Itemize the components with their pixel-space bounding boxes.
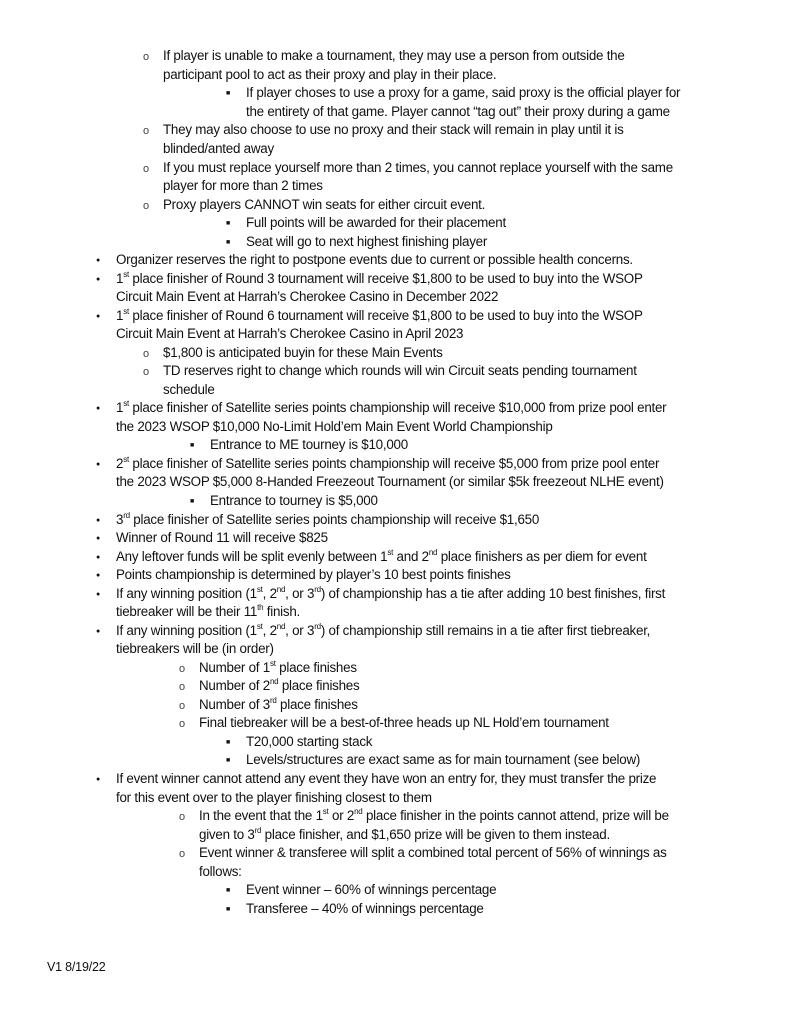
list-item-text: If any winning position (1st, 2nd, or 3rd) of championship still remains in a tie after first tiebreaker, (116, 621, 651, 638)
bullet-disc-icon (96, 770, 100, 791)
bullet-circle-icon (179, 844, 185, 863)
list-item-text: Levels/structures are exact same as for main tournament (see below) (246, 752, 641, 767)
bullet-square-icon (190, 492, 194, 513)
list-item-continuation: the 2023 WSOP $10,000 No-Limit Hold’em Main Event World Championship (116, 419, 553, 434)
list-item-text: They may also choose to use no proxy and their stack will remain in play until it is (163, 122, 624, 137)
list-item-text: 1st place finisher of Round 6 tournament will receive $1,800 to be used to buy into the WSOP (116, 306, 643, 323)
ordinal-suffix: st (123, 454, 129, 464)
bullet-disc-icon (96, 455, 100, 476)
bullet-circle-icon (179, 696, 185, 715)
list-item-continuation: blinded/anted away (163, 141, 274, 156)
list-item-text: Organizer reserves the right to postpone events due to current or possible health concerns. (116, 252, 633, 267)
bullet-disc-icon (96, 622, 100, 643)
list-item-continuation: the 2023 WSOP $5,000 8-Handed Freezeout Tournament (or similar $5k freezeout NLHE event) (116, 474, 664, 489)
bullet-square-icon (190, 436, 194, 457)
bullet-disc-icon (96, 566, 100, 587)
list-item-continuation: the entirety of that game. Player cannot “tag out” their proxy during a game (246, 104, 670, 119)
list-item-continuation: given to 3rd place finisher, and $1,650 prize will be given to them instead. (199, 825, 610, 842)
ordinal-suffix: nd (276, 584, 286, 594)
bullet-square-icon (226, 84, 230, 105)
list-item-text: In the event that the 1st or 2nd place finisher in the points cannot attend, prize will be (199, 806, 669, 823)
list-item-text: 1st place finisher of Round 3 tournament will receive $1,800 to be used to buy into the WSOP (116, 269, 643, 286)
bullet-disc-icon (96, 585, 100, 606)
list-item-text: T20,000 starting stack (246, 734, 373, 749)
list-item-text: Number of 2nd place finishes (199, 676, 360, 693)
bullet-disc-icon (96, 251, 100, 272)
list-item-text: Number of 1st place finishes (199, 658, 357, 675)
ordinal-suffix: nd (354, 806, 363, 816)
ordinal-suffix: rd (254, 825, 262, 835)
ordinal-suffix: nd (428, 547, 438, 557)
list-item-text: Final tiebreaker will be a best-of-three heads up NL Hold’em tournament (199, 715, 609, 730)
bullet-circle-icon (143, 362, 149, 381)
list-item-text: Event winner – 60% of winnings percentage (246, 882, 497, 897)
bullet-disc-icon (96, 270, 100, 291)
list-item-text: If any winning position (1st, 2nd, or 3rd) of championship has a tie after adding 10 best finishes, first (116, 584, 666, 601)
bullet-circle-icon (143, 47, 149, 66)
bullet-circle-icon (179, 677, 185, 696)
ordinal-suffix: nd (269, 676, 279, 686)
list-item-text: If you must replace yourself more than 2 times, you cannot replace yourself with the same (163, 160, 673, 175)
list-item-continuation: schedule (163, 382, 215, 397)
bullet-circle-icon (179, 807, 185, 826)
ordinal-suffix: st (123, 306, 129, 316)
list-item-text: Points championship is determined by player’s 10 best points finishes (116, 567, 511, 582)
bullet-disc-icon (96, 529, 100, 550)
list-item-text: Entrance to ME tourney is $10,000 (210, 437, 408, 452)
bullet-circle-icon (179, 659, 185, 678)
list-item-text: Entrance to tourney is $5,000 (210, 493, 378, 508)
list-item-text: Event winner & transferee will split a combined total percent of 56% of winnings as (199, 845, 667, 860)
list-item-text: If player choses to use a proxy for a game, said proxy is the official player for (246, 85, 681, 100)
bullet-disc-icon (96, 307, 100, 328)
list-item-continuation: Circuit Main Event at Harrah’s Cherokee Casino in December 2022 (116, 289, 499, 304)
bullet-disc-icon (96, 399, 100, 420)
list-item-text: 2st place finisher of Satellite series points championship will receive $5,000 from prize pool enter (116, 454, 660, 471)
ordinal-suffix: nd (276, 621, 286, 631)
bullet-circle-icon (143, 121, 149, 140)
ordinal-suffix: st (256, 584, 263, 594)
version-footer: V1 8/19/22 (47, 960, 106, 974)
list-item-text: Winner of Round 11 will receive $825 (116, 530, 328, 545)
bullet-circle-icon (143, 196, 149, 215)
list-item-text: Seat will go to next highest finishing player (246, 234, 488, 249)
list-item-continuation: player for more than 2 times (163, 178, 323, 193)
ordinal-suffix: st (123, 269, 129, 279)
ordinal-suffix: st (322, 806, 329, 816)
list-item-text: If player is unable to make a tournament, they may use a person from outside the (163, 48, 625, 63)
bullet-square-icon (226, 881, 230, 902)
list-item-text: TD reserves right to change which rounds will win Circuit seats pending tournament (163, 363, 637, 378)
bullet-square-icon (226, 900, 230, 921)
ordinal-suffix: rd (314, 621, 321, 631)
list-item-text: $1,800 is anticipated buyin for these Main Events (163, 345, 443, 360)
list-item-text: Full points will be awarded for their placement (246, 215, 506, 230)
bullet-circle-icon (143, 344, 149, 363)
list-item-text: Transferee – 40% of winnings percentage (246, 901, 484, 916)
list-item-continuation: follows: (199, 864, 242, 879)
bullet-square-icon (226, 214, 230, 235)
ordinal-suffix: rd (314, 584, 321, 594)
list-item-continuation: for this event over to the player finishing closest to them (116, 790, 432, 805)
bullet-circle-icon (179, 714, 185, 733)
list-item-text: Any leftover funds will be split evenly between 1st and 2nd place finishers as per diem for event (116, 547, 647, 564)
ordinal-suffix: th (257, 602, 264, 612)
bullet-square-icon (226, 751, 230, 772)
ordinal-suffix: rd (123, 510, 130, 520)
ordinal-suffix: st (123, 398, 129, 408)
list-item-text: Number of 3rd place finishes (199, 695, 358, 712)
list-item-text: 3rd place finisher of Satellite series points championship will receive $1,650 (116, 510, 540, 527)
bullet-circle-icon (143, 159, 149, 178)
list-item-continuation: tiebreakers will be (in order) (116, 641, 274, 656)
list-item-continuation: Circuit Main Event at Harrah’s Cherokee Casino in April 2023 (116, 326, 464, 341)
ordinal-suffix: st (387, 547, 394, 557)
list-item-continuation: tiebreaker will be their 11th finish. (116, 602, 300, 619)
ordinal-suffix: st (269, 658, 276, 668)
list-item-continuation: participant pool to act as their proxy and play in their place. (163, 67, 497, 82)
ordinal-suffix: st (256, 621, 263, 631)
ordinal-suffix: rd (269, 695, 277, 705)
list-item-text: If event winner cannot attend any event they have won an entry for, they must transfer the prize (116, 771, 657, 786)
list-item-text: 1st place finisher of Satellite series points championship will receive $10,000 from prize pool enter (116, 398, 667, 415)
list-item-text: Proxy players CANNOT win seats for either circuit event. (163, 197, 486, 212)
